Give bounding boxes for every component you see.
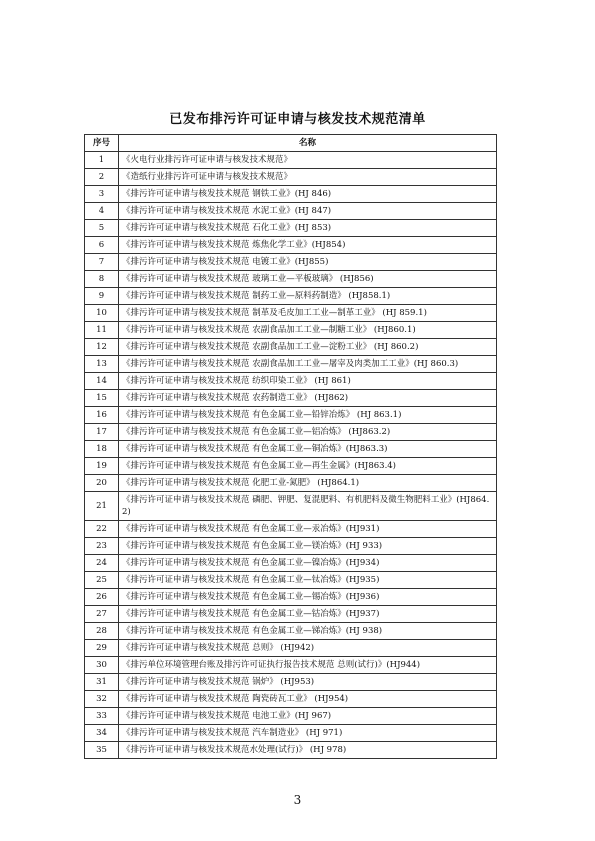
row-number: 25 xyxy=(85,572,119,589)
standard-name: 《排污许可证申请与核发技术规范 农副食品加工工业—屠宰及肉类加工工业》(HJ 860.3) xyxy=(119,356,497,373)
standard-name: 《排污许可证申请与核发技术规范 陶瓷砖瓦工业》 (HJ954) xyxy=(119,691,497,708)
standards-table xyxy=(84,134,497,759)
table-row xyxy=(85,220,497,237)
row-number: 20 xyxy=(85,475,119,492)
table-row xyxy=(85,492,497,521)
table-row xyxy=(85,555,497,572)
table-row xyxy=(85,657,497,674)
table-row xyxy=(85,169,497,186)
standard-name: 《排污许可证申请与核发技术规范 钢铁工业》(HJ 846) xyxy=(119,186,497,203)
row-number: 31 xyxy=(85,674,119,691)
standard-name: 《排污许可证申请与核发技术规范 石化工业》(HJ 853) xyxy=(119,220,497,237)
row-number: 34 xyxy=(85,725,119,742)
table-row xyxy=(85,254,497,271)
table-row xyxy=(85,271,497,288)
standard-name: 《排污许可证申请与核发技术规范 农副食品加工工业—制糖工业》 (HJ860.1) xyxy=(119,322,497,339)
document-title: 已发布排污许可证申请与核发技术规范清单 xyxy=(169,112,426,127)
table-row xyxy=(85,186,497,203)
standard-name: 《排污许可证申请与核发技术规范 农副食品加工工业—淀粉工业》 (HJ 860.2) xyxy=(119,339,497,356)
row-number: 16 xyxy=(85,407,119,424)
table-row xyxy=(85,322,497,339)
table-row xyxy=(85,725,497,742)
table-row xyxy=(85,475,497,492)
standard-name: 《排污许可证申请与核发技术规范 锅炉》 (HJ953) xyxy=(119,674,497,691)
table-row xyxy=(85,339,497,356)
table-row xyxy=(85,407,497,424)
standard-name: 《排污许可证申请与核发技术规范 有色金属工业—锡冶炼》(HJ936) xyxy=(119,589,497,606)
table-row xyxy=(85,305,497,322)
table-row xyxy=(85,373,497,390)
table-row xyxy=(85,152,497,169)
row-number: 24 xyxy=(85,555,119,572)
row-number: 8 xyxy=(85,271,119,288)
table-row xyxy=(85,623,497,640)
row-number: 21 xyxy=(85,492,119,521)
standard-name: 《排污许可证申请与核发技术规范 电镀工业》(HJ855) xyxy=(119,254,497,271)
table-row xyxy=(85,237,497,254)
table-row xyxy=(85,606,497,623)
table-row xyxy=(85,390,497,407)
row-number: 9 xyxy=(85,288,119,305)
row-number: 19 xyxy=(85,458,119,475)
row-number: 5 xyxy=(85,220,119,237)
header-num: 序号 xyxy=(85,135,119,152)
row-number: 17 xyxy=(85,424,119,441)
standard-name: 《排污许可证申请与核发技术规范 玻璃工业—平板玻璃》 (HJ856) xyxy=(119,271,497,288)
standard-name: 《排污许可证申请与核发技术规范 制革及毛皮加工工业—制革工业》 (HJ 859.1) xyxy=(119,305,497,322)
standard-name: 《排污许可证申请与核发技术规范 有色金属工业—铝冶炼》 (HJ863.2) xyxy=(119,424,497,441)
standard-name: 《排污许可证申请与核发技术规范 有色金属工业—钴冶炼》(HJ937) xyxy=(119,606,497,623)
row-number: 30 xyxy=(85,657,119,674)
standard-name: 《排污许可证申请与核发技术规范 炼焦化学工业》(HJ854) xyxy=(119,237,497,254)
row-number: 2 xyxy=(85,169,119,186)
standard-name: 《排污许可证申请与核发技术规范 有色金属工业—汞冶炼》(HJ931) xyxy=(119,521,497,538)
row-number: 22 xyxy=(85,521,119,538)
table-row xyxy=(85,424,497,441)
row-number: 33 xyxy=(85,708,119,725)
table-row xyxy=(85,742,497,759)
table-row xyxy=(85,640,497,657)
row-number: 29 xyxy=(85,640,119,657)
standard-name: 《排污许可证申请与核发技术规范 有色金属工业—铜冶炼》(HJ863.3) xyxy=(119,441,497,458)
standard-name: 《火电行业排污许可证申请与核发技术规范》 xyxy=(119,152,497,169)
standard-name: 《排污许可证申请与核发技术规范 有色金属工业—锑冶炼》(HJ 938) xyxy=(119,623,497,640)
table-row xyxy=(85,521,497,538)
standard-name: 《排污许可证申请与核发技术规范水处理(试行)》 (HJ 978) xyxy=(119,742,497,759)
row-number: 35 xyxy=(85,742,119,759)
header-name: 名称 xyxy=(119,135,497,152)
standard-name: 《排污许可证申请与核发技术规范 有色金属工业—镁冶炼》(HJ 933) xyxy=(119,538,497,555)
row-number: 14 xyxy=(85,373,119,390)
standard-name: 《造纸行业排污许可证申请与核发技术规范》 xyxy=(119,169,497,186)
row-number: 15 xyxy=(85,390,119,407)
standard-name: 《排污许可证申请与核发技术规范 汽车制造业》 (HJ 971) xyxy=(119,725,497,742)
row-number: 7 xyxy=(85,254,119,271)
row-number: 6 xyxy=(85,237,119,254)
table-row xyxy=(85,203,497,220)
row-number: 32 xyxy=(85,691,119,708)
row-number: 1 xyxy=(85,152,119,169)
standard-name: 《排污许可证申请与核发技术规范 有色金属工业—钛冶炼》(HJ935) xyxy=(119,572,497,589)
page-number: 3 xyxy=(293,793,302,807)
table-row xyxy=(85,674,497,691)
row-number: 11 xyxy=(85,322,119,339)
row-number: 12 xyxy=(85,339,119,356)
standard-name: 《排污许可证申请与核发技术规范 农药制造工业》 (HJ862) xyxy=(119,390,497,407)
row-number: 3 xyxy=(85,186,119,203)
standard-name: 《排污许可证申请与核发技术规范 化肥工业-氮肥》 (HJ864.1) xyxy=(119,475,497,492)
table-row xyxy=(85,572,497,589)
standard-name: 《排污许可证申请与核发技术规范 纺织印染工业》 (HJ 861) xyxy=(119,373,497,390)
table-row xyxy=(85,356,497,373)
table-row xyxy=(85,589,497,606)
table-row xyxy=(85,441,497,458)
table-row xyxy=(85,708,497,725)
row-number: 23 xyxy=(85,538,119,555)
row-number: 10 xyxy=(85,305,119,322)
standard-name: 《排污许可证申请与核发技术规范 有色金属工业—再生金属》(HJ863.4) xyxy=(119,458,497,475)
table-row xyxy=(85,288,497,305)
standard-name: 《排污许可证申请与核发技术规范 有色金属工业—铅锌冶炼》 (HJ 863.1) xyxy=(119,407,497,424)
standard-name: 《排污许可证申请与核发技术规范 电池工业》(HJ 967) xyxy=(119,708,497,725)
row-number: 28 xyxy=(85,623,119,640)
standard-name: 《排污许可证申请与核发技术规范 水泥工业》(HJ 847) xyxy=(119,203,497,220)
table-row xyxy=(85,538,497,555)
table-row xyxy=(85,691,497,708)
row-number: 18 xyxy=(85,441,119,458)
row-number: 13 xyxy=(85,356,119,373)
row-number: 27 xyxy=(85,606,119,623)
table-row xyxy=(85,458,497,475)
standard-name: 《排污许可证申请与核发技术规范 磷肥、钾肥、复混肥料、有机肥料及微生物肥料工业》(HJ864.2) xyxy=(119,492,497,521)
standard-name: 《排污许可证申请与核发技术规范 有色金属工业—镍冶炼》(HJ934) xyxy=(119,555,497,572)
standard-name: 《排污许可证申请与核发技术规范 制药工业—原料药制造》 (HJ858.1) xyxy=(119,288,497,305)
row-number: 26 xyxy=(85,589,119,606)
row-number: 4 xyxy=(85,203,119,220)
standard-name: 《排污单位环境管理台账及排污许可证执行报告技术规范 总则(试行)》(HJ944) xyxy=(119,657,497,674)
table-header-row xyxy=(85,135,497,152)
standard-name: 《排污许可证申请与核发技术规范 总则》 (HJ942) xyxy=(119,640,497,657)
